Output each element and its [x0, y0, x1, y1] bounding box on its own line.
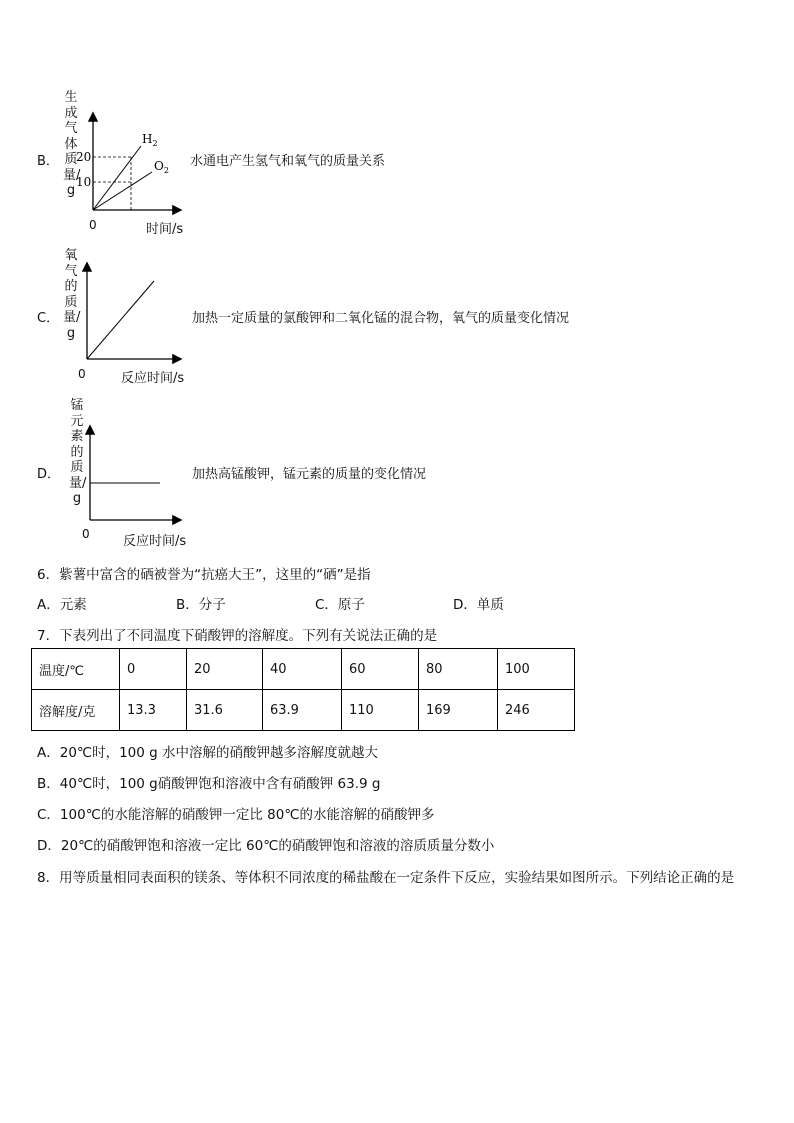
option-c-oxygen-line — [87, 281, 154, 359]
table-cell: 溶解度/克 — [32, 690, 120, 731]
table-cell: 100 — [498, 649, 575, 690]
option-b-h2-label: $H_2$ — [142, 132, 158, 148]
table-cell: 0 — [120, 649, 187, 690]
table-cell: 80 — [419, 649, 498, 690]
q6-option-a: A．元素 — [37, 597, 87, 613]
table-cell: 63.9 — [263, 690, 342, 731]
option-c-letter: C． — [37, 311, 60, 326]
option-b-tick-10: 10 — [76, 175, 92, 189]
option-c-y-axis-label: 氧气的质量/g — [63, 248, 81, 341]
q7-option-b: B．40℃时，100 g硝酸钾饱和溶液中含有硝酸钾 63.9 g — [37, 776, 381, 792]
table-cell: 13.3 — [120, 690, 187, 731]
table-row — [32, 690, 575, 731]
table-cell: 温度/℃ — [32, 649, 120, 690]
table-cell: 31.6 — [187, 690, 263, 731]
option-b-h2-line — [93, 146, 141, 210]
table-cell: 20 — [187, 649, 263, 690]
table-cell: 110 — [342, 690, 419, 731]
option-d-y-axis-label: 锰元素的质量/g — [69, 398, 87, 506]
q6-option-b: B．分子 — [176, 597, 226, 613]
q7-option-c: C．100℃的水能溶解的硝酸钾一定比 80℃的水能溶解的硝酸钾多 — [37, 807, 435, 823]
q6-option-d: D．单质 — [453, 597, 504, 613]
q7-option-a: A．20℃时，100 g 水中溶解的硝酸钾越多溶解度就越大 — [37, 745, 378, 761]
table-cell: 60 — [342, 649, 419, 690]
table-cell: 169 — [419, 690, 498, 731]
table-cell: 40 — [263, 649, 342, 690]
q6-option-c: C．原子 — [315, 597, 365, 613]
option-b-origin: 0 — [89, 218, 97, 232]
q7-stem: 7．下表列出了不同温度下硝酸钾的溶解度。下列有关说法正确的是 — [37, 628, 438, 644]
option-b-tick-20: 20 — [76, 150, 92, 164]
solubility-table — [31, 648, 575, 731]
option-b-y-axis-label: 生成气体质量/g — [63, 90, 81, 198]
option-d-origin: 0 — [82, 527, 90, 541]
table-row — [32, 649, 575, 690]
option-c-description: 加热一定质量的氯酸钾和二氧化锰的混合物，氧气的质量变化情况 — [192, 311, 570, 326]
q8-stem: 8．用等质量相同表面积的镁条、等体积不同浓度的稀盐酸在一定条件下反应，实验结果如图所示。下列结论正确的是 — [37, 870, 735, 886]
option-b-letter: B． — [37, 154, 59, 169]
option-c-x-axis-label: 反应时间/s — [121, 371, 185, 386]
option-d-x-axis-label: 反应时间/s — [123, 534, 187, 549]
q7-option-d: D．20℃的硝酸钾饱和溶液一定比 60℃的硝酸钾饱和溶液的溶质质量分数小 — [37, 838, 495, 854]
option-b-o2-line — [93, 172, 152, 210]
option-b-o2-label: $O_2$ — [154, 159, 169, 175]
option-b-description: 水通电产生氢气和氧气的质量关系 — [190, 154, 386, 169]
option-d-letter: D． — [37, 467, 61, 482]
option-d-description: 加热高锰酸钾，锰元素的质量的变化情况 — [192, 467, 427, 482]
option-b-graph — [0, 0, 794, 240]
table-cell: 246 — [498, 690, 575, 731]
option-b-x-axis-label: 时间/s — [146, 222, 184, 237]
option-c-origin: 0 — [78, 367, 86, 381]
q6-stem: 6．紫薯中富含的硒被誉为“抗癌大王”，这里的“硒”是指 — [37, 567, 371, 583]
